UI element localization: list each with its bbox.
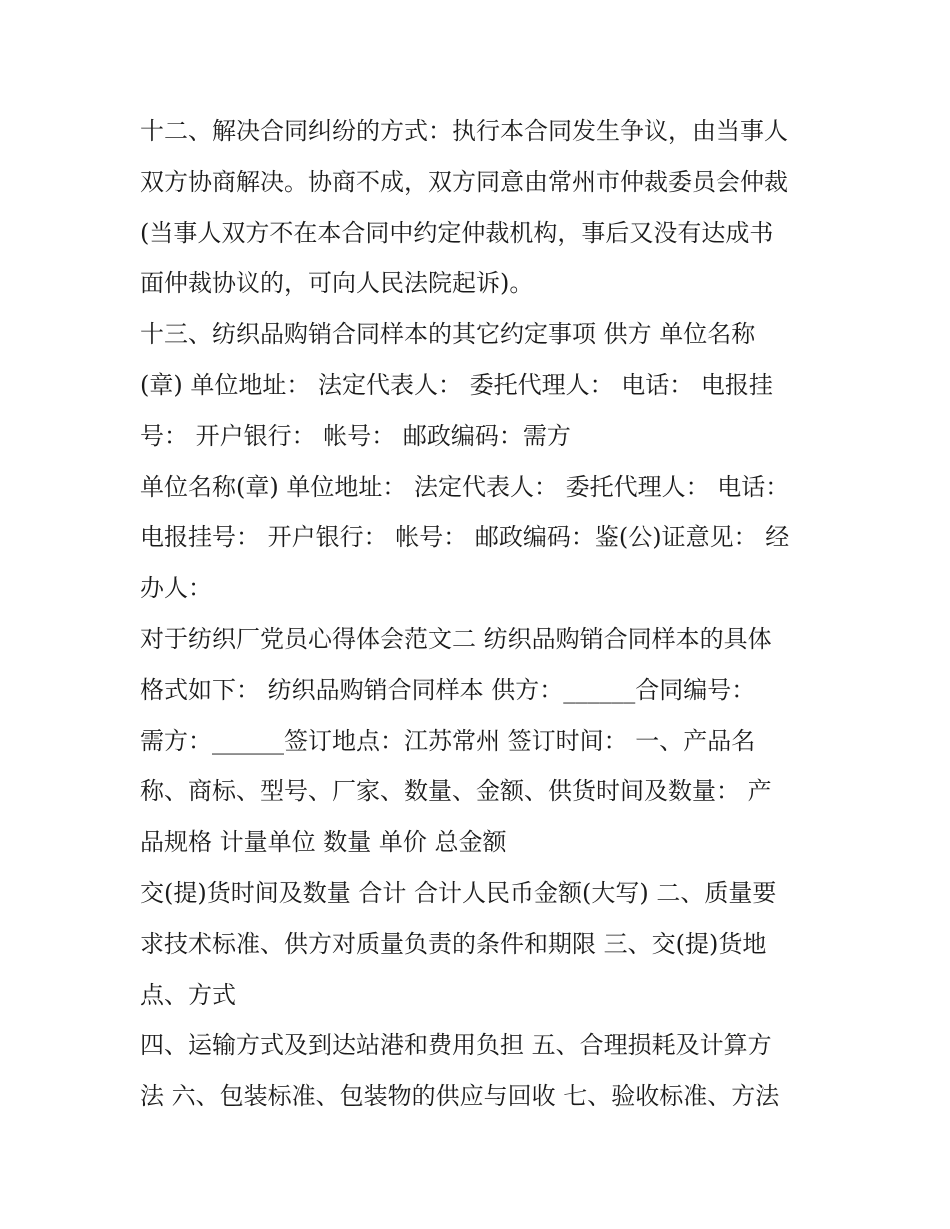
text-line: (章) 单位地址： 法定代表人： 委托代理人： 电话： 电报挂 — [140, 370, 773, 399]
text-line: 品规格 计量单位 数量 单价 总金额 — [140, 828, 507, 857]
text-line: 对于纺织厂党员心得体会范文二 纺织品购销合同样本的具体 — [140, 624, 772, 653]
text-line: 号： 开户银行： 帐号： 邮政编码：需方 — [140, 421, 571, 450]
document-body — [140, 106, 820, 1122]
text-line: 称、商标、型号、厂家、数量、金额、供货时间及数量： 产 — [140, 777, 772, 806]
text-line: 点、方式 — [140, 980, 236, 1009]
text-line: 交(提)货时间及数量 合计 合计人民币金额(大写) 二、质量要 — [140, 878, 777, 907]
text-line: 双方协商解决。协商不成，双方同意由常州市仲裁委员会仲裁 — [140, 167, 788, 196]
text-line: 格式如下： 纺织品购销合同样本 供方：______合同编号： — [140, 675, 756, 704]
text-line: 法 六、包装标准、包装物的供应与回收 七、验收标准、方法 — [140, 1082, 780, 1111]
text-line: 十三、纺织品购销合同样本的其它约定事项 供方 单位名称 — [140, 320, 756, 349]
text-line: 电报挂号： 开户银行： 帐号： 邮政编码：鉴(公)证意见： 经 — [140, 523, 790, 552]
text-line: 面仲裁协议的，可向人民法院起诉)。 — [140, 269, 534, 298]
text-line: (当事人双方不在本合同中约定仲裁机构，事后又没有达成书 — [140, 218, 774, 247]
text-line: 办人： — [140, 574, 212, 603]
text-line: 需方：______签订地点：江苏常州 签订时间： 一、产品名 — [140, 726, 756, 755]
text-line: 单位名称(章) 单位地址： 法定代表人： 委托代理人： 电话： — [140, 472, 790, 501]
text-line: 求技术标准、供方对质量负责的条件和期限 三、交(提)货地 — [140, 929, 767, 958]
text-line: 四、运输方式及到达站港和费用负担 五、合理损耗及计算方 — [140, 1031, 772, 1060]
text-line: 十二、解决合同纠纷的方式：执行本合同发生争议，由当事人 — [140, 117, 788, 145]
